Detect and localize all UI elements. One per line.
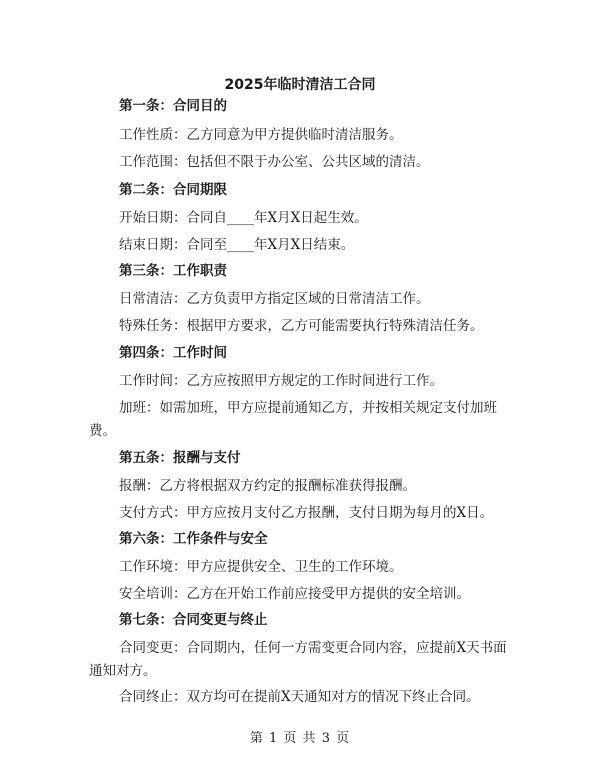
paragraph-line: 日常清洁：乙方负责甲方指定区域的日常清洁工作。: [119, 291, 430, 307]
paragraph-line: 特殊任务：根据甲方要求，乙方可能需要执行特殊清洁任务。: [119, 318, 484, 334]
section-heading-4: 第四条：工作时间: [119, 345, 227, 361]
paragraph-line: 结束日期：合同至____年X月X日结束。: [119, 237, 355, 253]
page-number-footer: 第 1 页 共 3 页: [249, 731, 351, 746]
paragraph-line: 合同变更：合同期内，任何一方需变更合同内容，应提前X天书面: [119, 640, 507, 656]
paragraph-line: 工作时间：乙方应按照甲方规定的工作时间进行工作。: [119, 373, 443, 389]
section-heading-1: 第一条：合同目的: [119, 98, 227, 114]
section-heading-5: 第五条：报酬与支付: [119, 450, 241, 466]
paragraph-line: 支付方式：甲方应按月支付乙方报酬，支付日期为每月的X日。: [119, 505, 494, 521]
paragraph-line: 工作环境：甲方应提供安全、卫生的工作环境。: [119, 559, 403, 575]
section-heading-2: 第二条：合同期限: [119, 182, 227, 198]
paragraph-line: 开始日期：合同自____年X月X日起生效。: [119, 210, 368, 226]
section-heading-3: 第三条：工作职责: [119, 263, 227, 279]
paragraph-line-wrap: 通知对方。: [89, 663, 157, 679]
paragraph-line: 安全培训：乙方在开始工作前应接受甲方提供的安全培训。: [119, 586, 470, 602]
paragraph-line: 工作性质：乙方同意为甲方提供临时清洁服务。: [119, 127, 403, 143]
paragraph-line: 合同终止：双方均可在提前X天通知对方的情况下终止合同。: [119, 689, 480, 705]
paragraph-line: 加班：如需加班，甲方应提前通知乙方，并按相关规定支付加班: [119, 400, 497, 416]
paragraph-line: 报酬：乙方将根据双方约定的报酬标准获得报酬。: [119, 478, 416, 494]
document-title: 2025年临时清洁工合同: [224, 77, 376, 93]
section-heading-6: 第六条：工作条件与安全: [119, 531, 268, 547]
section-heading-7: 第七条：合同变更与终止: [119, 612, 268, 628]
paragraph-line-wrap: 费。: [89, 423, 116, 439]
paragraph-line: 工作范围：包括但不限于办公室、公共区域的清洁。: [119, 154, 430, 170]
